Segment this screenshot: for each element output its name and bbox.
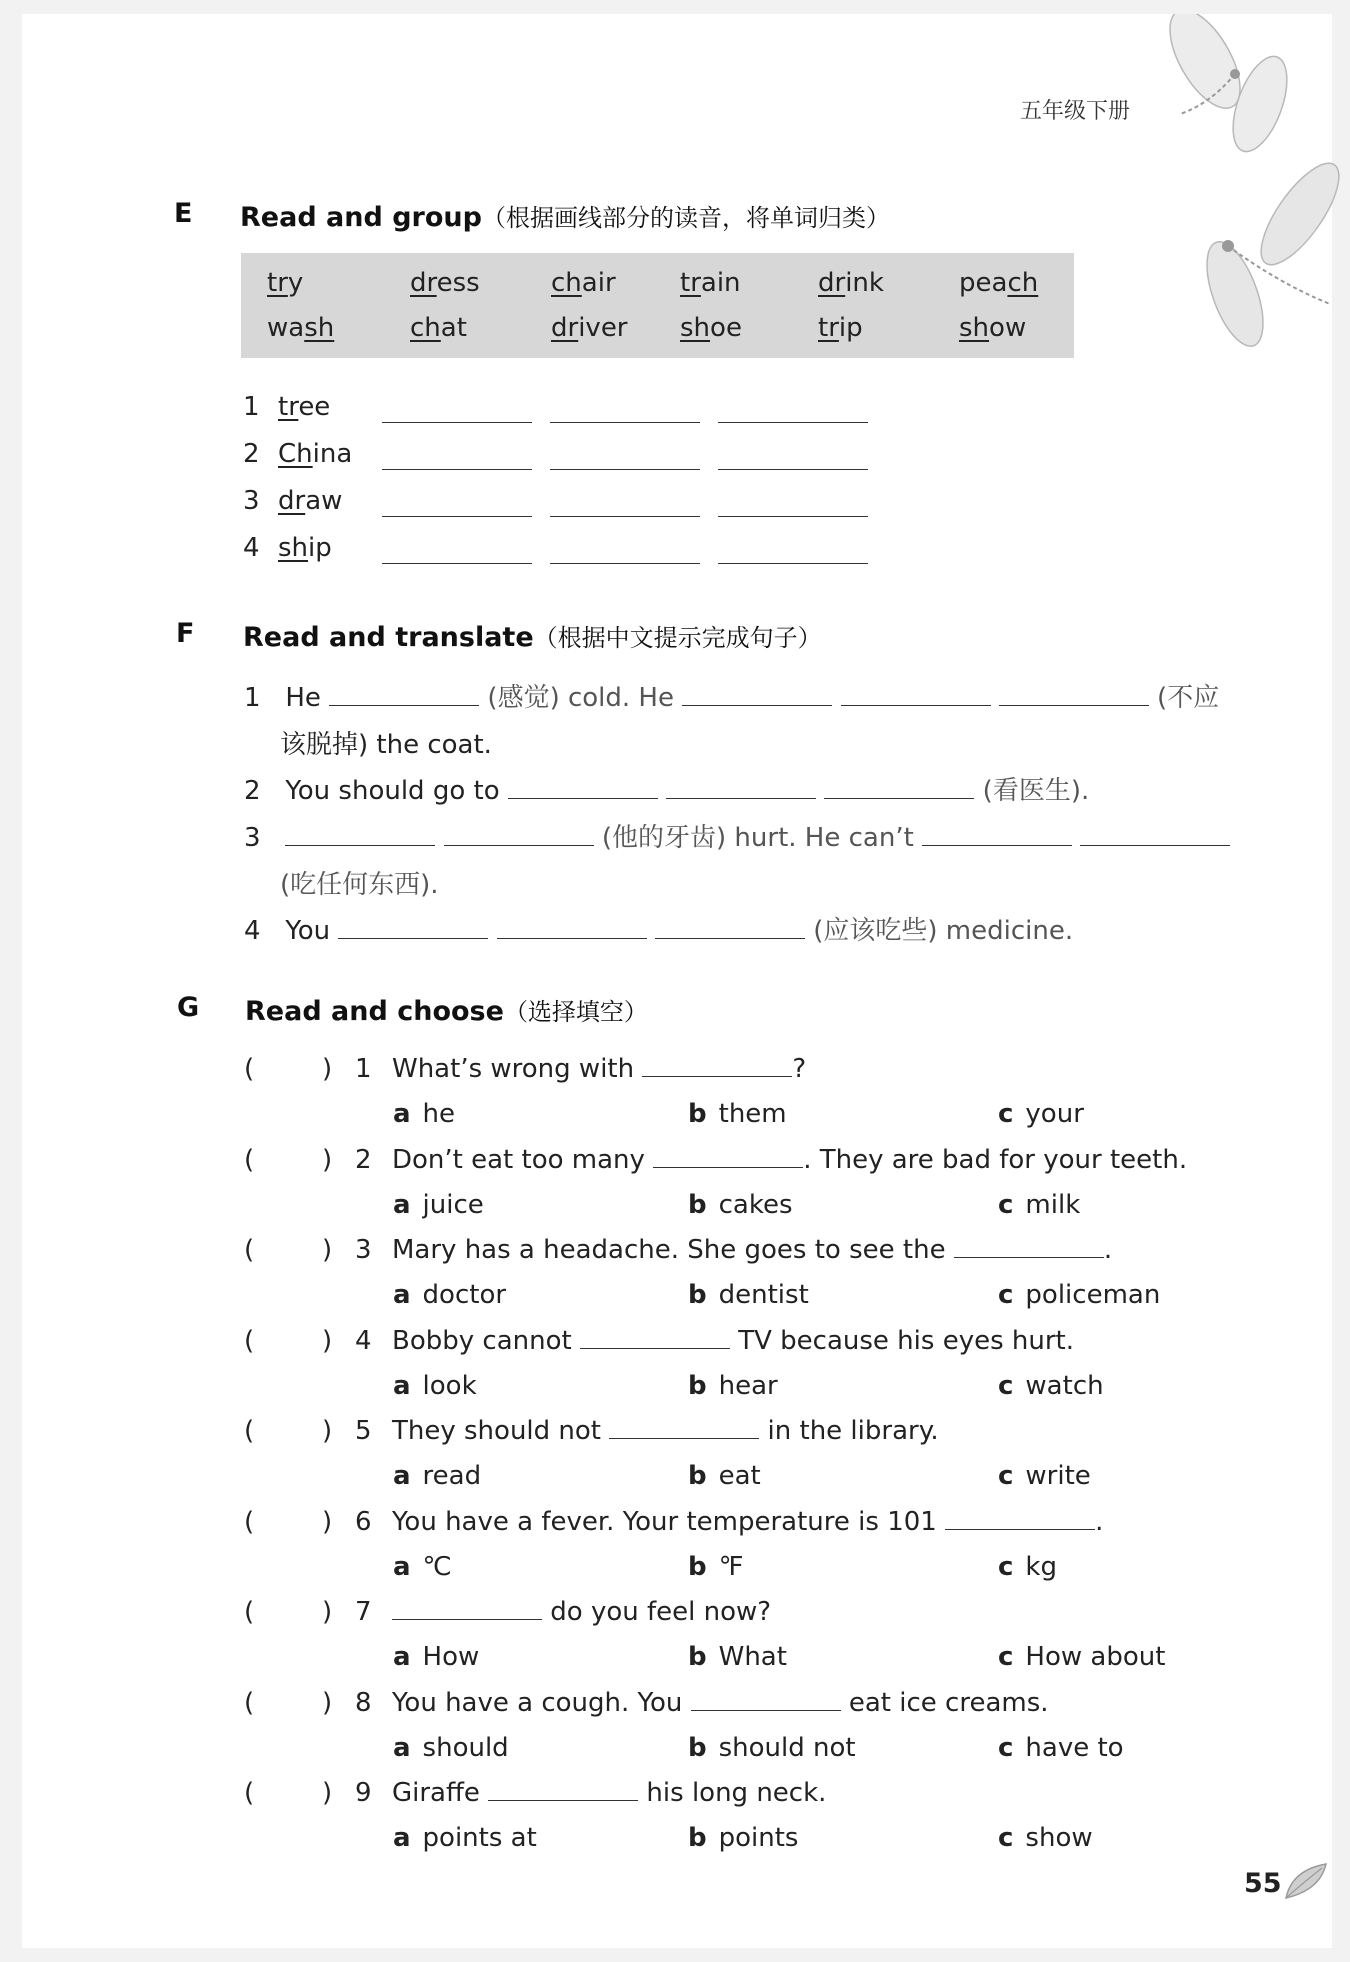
g-question-number: 4 bbox=[355, 1325, 372, 1356]
option-a[interactable]: a doctor bbox=[393, 1280, 507, 1310]
g-question-text: Don’t eat too many . They are bad for your teeth. bbox=[392, 1144, 1188, 1175]
section-f-subtitle: （根据中文提示完成句子） bbox=[533, 624, 822, 652]
g-question-number: 5 bbox=[355, 1416, 372, 1446]
grid-word: dress bbox=[410, 268, 480, 298]
f-q3-number: 3 bbox=[244, 823, 261, 853]
g-question-number: 8 bbox=[355, 1687, 372, 1718]
option-b[interactable]: b should not bbox=[688, 1732, 856, 1763]
option-b[interactable]: b them bbox=[688, 1099, 787, 1129]
f-q3-part-b: (吃任何东西). bbox=[280, 870, 439, 900]
answer-blank[interactable] bbox=[382, 422, 532, 423]
e-item-number: 3 bbox=[243, 486, 260, 516]
g-question-text: What’s wrong with ? bbox=[392, 1054, 807, 1084]
answer-blank[interactable] bbox=[718, 563, 868, 564]
f-q1-part-a: He bbox=[285, 683, 321, 713]
e-item-word: China bbox=[278, 439, 353, 469]
option-a[interactable]: a read bbox=[393, 1461, 482, 1491]
g-question-number: 3 bbox=[355, 1235, 372, 1265]
option-c[interactable]: c policeman bbox=[998, 1280, 1161, 1310]
answer-blank[interactable] bbox=[550, 469, 700, 470]
f-q4-part-b: (应该吃些) medicine. bbox=[813, 916, 1074, 946]
f-question-1 bbox=[244, 677, 1219, 714]
option-c[interactable]: c write bbox=[998, 1461, 1091, 1491]
section-e-title-text: Read and group bbox=[240, 202, 482, 233]
answer-blank[interactable] bbox=[550, 516, 700, 517]
answer-blank[interactable] bbox=[691, 1688, 841, 1711]
answer-paren-open[interactable]: ( bbox=[244, 1778, 255, 1808]
answer-paren-close: ) bbox=[322, 1054, 333, 1084]
answer-blank[interactable] bbox=[508, 776, 658, 799]
answer-blank[interactable] bbox=[945, 1507, 1095, 1530]
e-item-word: ship bbox=[278, 533, 332, 563]
answer-blank[interactable] bbox=[824, 776, 974, 799]
answer-paren-open[interactable]: ( bbox=[244, 1235, 255, 1265]
f-q2-number: 2 bbox=[244, 776, 261, 806]
e-item-word: draw bbox=[278, 486, 343, 516]
f-q4-number: 4 bbox=[244, 916, 261, 946]
e-item-number: 4 bbox=[243, 533, 260, 563]
answer-blank[interactable] bbox=[285, 823, 435, 846]
grid-word: train bbox=[680, 268, 741, 298]
grid-word: chat bbox=[410, 313, 467, 343]
answer-blank[interactable] bbox=[653, 1145, 803, 1168]
option-b[interactable]: b cakes bbox=[688, 1189, 793, 1220]
e-item-number: 1 bbox=[243, 392, 260, 422]
answer-blank[interactable] bbox=[655, 916, 805, 939]
answer-paren-close: ) bbox=[322, 1144, 333, 1175]
answer-blank[interactable] bbox=[999, 683, 1149, 706]
option-a[interactable]: a should bbox=[393, 1732, 509, 1763]
g-question-number: 9 bbox=[355, 1778, 372, 1808]
answer-blank[interactable] bbox=[550, 563, 700, 564]
answer-blank[interactable] bbox=[338, 916, 488, 939]
section-g-letter: G bbox=[177, 992, 200, 1023]
answer-blank[interactable] bbox=[718, 469, 868, 470]
answer-blank[interactable] bbox=[497, 916, 647, 939]
option-c[interactable]: c kg bbox=[998, 1551, 1057, 1582]
answer-blank[interactable] bbox=[550, 422, 700, 423]
answer-paren-close: ) bbox=[322, 1416, 333, 1446]
option-a[interactable]: a ℃ bbox=[393, 1551, 452, 1582]
answer-blank[interactable] bbox=[488, 1778, 638, 1801]
answer-paren-close: ) bbox=[322, 1597, 333, 1627]
grid-word: chair bbox=[551, 268, 616, 298]
g-question-text: Giraffe his long neck. bbox=[392, 1778, 827, 1808]
leaf-icon bbox=[1282, 1860, 1330, 1902]
option-c[interactable]: c show bbox=[998, 1823, 1093, 1853]
option-c[interactable]: c have to bbox=[998, 1732, 1124, 1763]
option-b[interactable]: b dentist bbox=[688, 1280, 809, 1310]
section-e-letter: E bbox=[174, 198, 193, 229]
answer-paren-close: ) bbox=[322, 1235, 333, 1265]
answer-paren-open[interactable]: ( bbox=[244, 1416, 255, 1446]
answer-blank[interactable] bbox=[954, 1235, 1104, 1258]
section-g-subtitle: （选择填空） bbox=[503, 998, 648, 1026]
answer-paren-open[interactable]: ( bbox=[244, 1506, 255, 1537]
dragonfly-decoration-icon bbox=[1150, 14, 1340, 364]
answer-paren-close: ) bbox=[322, 1325, 333, 1356]
option-c[interactable]: c How about bbox=[998, 1642, 1166, 1672]
answer-paren-close: ) bbox=[322, 1778, 333, 1808]
option-b[interactable]: b What bbox=[688, 1642, 787, 1672]
f-q4-part-a: You bbox=[285, 916, 331, 946]
section-e-title bbox=[240, 198, 890, 233]
option-b[interactable]: b points bbox=[688, 1823, 799, 1853]
f-q1-number: 1 bbox=[244, 683, 261, 713]
g-question-number: 7 bbox=[355, 1597, 372, 1627]
grid-word: try bbox=[267, 268, 304, 298]
option-a[interactable]: a look bbox=[393, 1370, 477, 1401]
g-question-text: do you feel now? bbox=[392, 1597, 771, 1627]
f-question-4 bbox=[244, 910, 1073, 947]
section-f-title-text: Read and translate bbox=[243, 622, 534, 653]
grid-word: drink bbox=[818, 268, 884, 298]
option-c[interactable]: c your bbox=[998, 1099, 1084, 1129]
page-number: 55 bbox=[1244, 1868, 1282, 1899]
answer-blank[interactable] bbox=[329, 683, 479, 706]
answer-paren-open[interactable]: ( bbox=[244, 1597, 255, 1627]
option-a[interactable]: a How bbox=[393, 1642, 480, 1672]
answer-blank[interactable] bbox=[841, 683, 991, 706]
f-q1-part-d: 该脱掉) the coat. bbox=[280, 730, 492, 760]
e-item-number: 2 bbox=[243, 439, 260, 469]
section-e-subtitle: （根据画线部分的读音，将单词归类） bbox=[481, 204, 890, 232]
f-q2-part-b: (看医生). bbox=[982, 776, 1090, 806]
option-a[interactable]: a points at bbox=[393, 1823, 537, 1853]
g-question-text: Bobby cannot TV because his eyes hurt. bbox=[392, 1325, 1074, 1356]
section-g-title bbox=[245, 992, 648, 1027]
g-question-text: You have a fever. Your temperature is 101 . bbox=[392, 1506, 1104, 1537]
g-question-text: They should not in the library. bbox=[392, 1416, 939, 1446]
section-f-letter: F bbox=[176, 618, 195, 649]
g-question-number: 2 bbox=[355, 1144, 372, 1175]
grid-word: show bbox=[959, 313, 1027, 343]
answer-paren-open[interactable]: ( bbox=[244, 1687, 255, 1718]
word-grid-box bbox=[241, 253, 1074, 358]
section-g-title-text: Read and choose bbox=[245, 996, 504, 1027]
answer-paren-open[interactable]: ( bbox=[244, 1054, 255, 1084]
f-q1-part-b: (感觉) cold. He bbox=[487, 683, 674, 713]
f-question-3 bbox=[244, 817, 1230, 854]
g-question-text: Mary has a headache. She goes to see the . bbox=[392, 1235, 1113, 1265]
f-q1-part-c: (不应 bbox=[1157, 683, 1220, 713]
answer-blank[interactable] bbox=[682, 683, 832, 706]
section-f-title bbox=[243, 618, 822, 653]
option-a[interactable]: a juice bbox=[393, 1189, 484, 1220]
answer-blank[interactable] bbox=[718, 422, 868, 423]
answer-blank[interactable] bbox=[1080, 823, 1230, 846]
g-question-number: 6 bbox=[355, 1506, 372, 1537]
grid-word: driver bbox=[551, 313, 628, 343]
option-b[interactable]: b eat bbox=[688, 1461, 761, 1491]
grid-word: shoe bbox=[680, 313, 742, 343]
f-q2-part-a: You should go to bbox=[285, 776, 500, 806]
g-question-number: 1 bbox=[355, 1054, 372, 1084]
f-question-2 bbox=[244, 770, 1089, 807]
answer-paren-open[interactable]: ( bbox=[244, 1325, 255, 1356]
answer-blank[interactable] bbox=[444, 823, 594, 846]
option-c[interactable]: c watch bbox=[998, 1370, 1104, 1401]
option-b[interactable]: b hear bbox=[688, 1370, 778, 1401]
option-b[interactable]: b ℉ bbox=[688, 1551, 744, 1582]
grid-word: trip bbox=[818, 313, 863, 343]
answer-paren-close: ) bbox=[322, 1687, 333, 1718]
grade-label: 五年级下册 bbox=[1020, 99, 1131, 124]
answer-blank[interactable] bbox=[392, 1597, 542, 1620]
grid-word: peach bbox=[959, 268, 1039, 298]
answer-blank[interactable] bbox=[382, 469, 532, 470]
e-item-word: tree bbox=[278, 392, 331, 422]
answer-blank[interactable] bbox=[642, 1054, 792, 1077]
answer-blank[interactable] bbox=[382, 563, 532, 564]
answer-paren-close: ) bbox=[322, 1506, 333, 1537]
g-question-text: You have a cough. You eat ice creams. bbox=[392, 1687, 1049, 1718]
answer-blank[interactable] bbox=[718, 516, 868, 517]
f-q3-part-a: (他的牙齿) hurt. He can’t bbox=[601, 823, 914, 853]
answer-blank[interactable] bbox=[382, 516, 532, 517]
grid-word: wash bbox=[267, 313, 335, 343]
option-a[interactable]: a he bbox=[393, 1099, 456, 1129]
answer-blank[interactable] bbox=[666, 776, 816, 799]
answer-blank[interactable] bbox=[609, 1416, 759, 1439]
answer-blank[interactable] bbox=[922, 823, 1072, 846]
answer-paren-open[interactable]: ( bbox=[244, 1144, 255, 1175]
option-c[interactable]: c milk bbox=[998, 1189, 1081, 1220]
answer-blank[interactable] bbox=[580, 1326, 730, 1349]
